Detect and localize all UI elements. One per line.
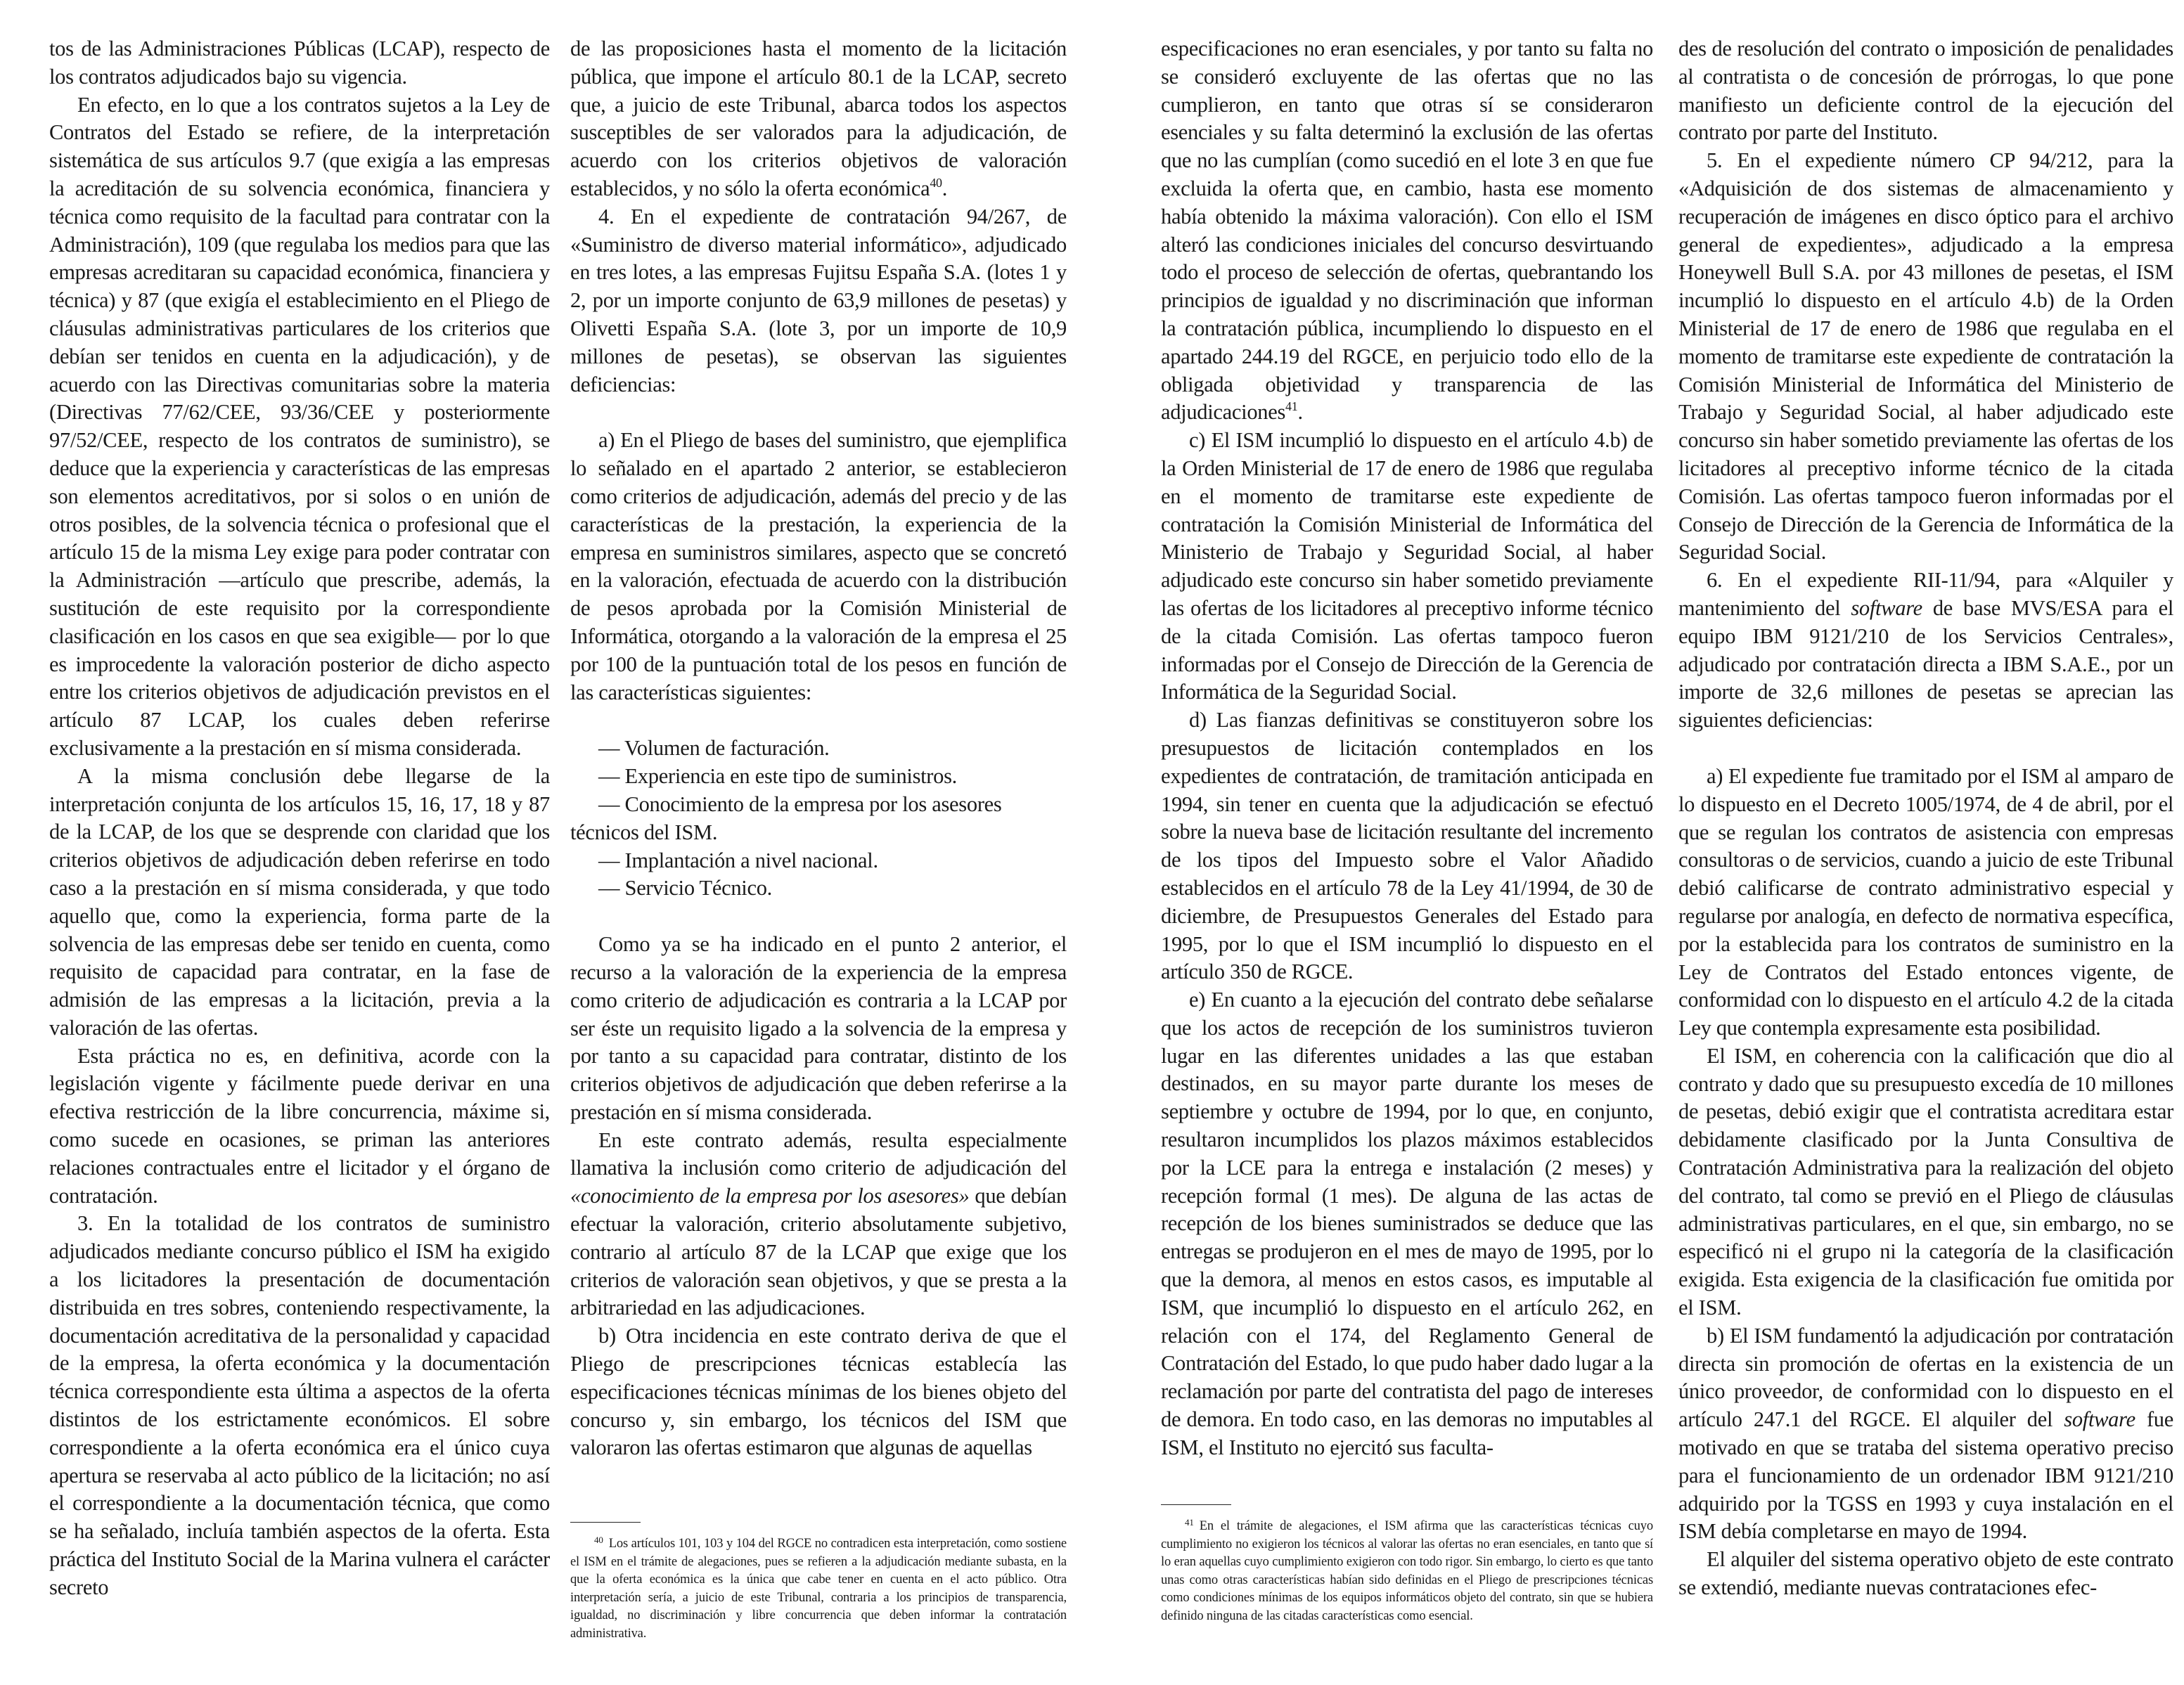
footnote-divider	[570, 1522, 641, 1523]
footnote-mark: 40	[594, 1535, 603, 1545]
footnote-ref: 40	[930, 175, 942, 190]
paragraph: a) En el Pliego de bases del suministro, que ejemplifica lo señalado en el apartado 2 anterior, se establecieron como criterios de adjudicación, además del precio y de las características de la prestación, la experiencia de la empresa en suministros similares, aspecto que se concretó en la valoración, efectuada de acuerdo con la distribución de pesos aprobada por la Comisión Ministerial de Informática, otorgando a la valoración de la empresa el 25 por 100 de la puntuación total de los pesos en función de las características siguientes:	[570, 428, 1067, 704]
paragraph: a) El expediente fue tramitado por el ISM al amparo de lo dispuesto en el Decreto 1005/1974, de 4 de abril, por el que se regulan los contratos de asistencia con empresas consultoras o de servicios, cuando a juicio de este Tribunal debió calificarse de contrato administrativo especial y regularse por analogía, en defecto de normativa específica, por la establecida para los contratos de suministro en la Ley de Contratos del Estado entonces vigente, de conformidad con lo dispuesto en el artículo 4.2 de la citada Ley que contempla expresamente esta posibilidad.	[1678, 763, 2173, 1040]
footnote-ref: 41	[1285, 399, 1298, 414]
emphasis-text: «conocimiento de la empresa por los asesores»	[570, 1184, 970, 1208]
emphasis-text: software	[1851, 595, 1922, 620]
paragraph: b) Otra incidencia en este contrato deriva de que el Pliego de prescripciones técnicas establecía las especificaciones técnicas mínimas de los bienes objeto del concurso y, sin embargo, los técnicos del ISM que valoraron las ofertas estimaron que algunas de aquellas	[570, 1324, 1067, 1460]
paragraph: d) Las fianzas definitivas se constituyeron sobre los presupuestos de licitación contemplados en los expedientes de contratación, de tramitación anticipada en 1994, sin tener en cuenta que la adjudicación se efectuó sobre la nueva base de licitación resultante del incremento de los tipos del Impuesto sobre el Valor Añadido establecidos en el artículo 78 de la Ley 41/1994, de 30 de diciembre, de Presupuestos Generales del Estado para 1995, por lo que el ISM incumplió lo dispuesto en el artículo 350 de RGCE.	[1161, 708, 1653, 984]
paragraph: c) El ISM incumplió lo dispuesto en el artículo 4.b) de la Orden Ministerial de 17 de enero de 1986 que regulaba en el momento de tramitarse este expediente de contratación la Comisión Ministerial de Informática del Ministerio de Trabajo y Seguridad Social, al haber adjudicado este concurso sin haber sometido previamente las ofertas de los licitadores al preceptivo informe técnico de la citada Comisión. Las ofertas tampoco fueron informadas por el Consejo de Dirección de la Gerencia de Informática de la Seguridad Social.	[1161, 428, 1653, 704]
list-item: — Implantación a nivel nacional.	[598, 848, 878, 872]
emphasis-text: software	[2064, 1407, 2135, 1432]
paragraph: 4. En el expediente de contratación 94/267, de «Suministro de diverso material informático», adjudicado en tres lotes, a las empresas Fujitsu España S.A. (lotes 1 y 2, por un importe conjunto de 63,9 millones de pesetas) y Olivetti España S.A. (lote 3, por un importe de 10,9 millones de pesetas), se observan las siguientes deficiencias:	[570, 204, 1067, 396]
paragraph: 3. En la totalidad de los contratos de suministro adjudicados mediante concurso público el ISM ha exigido a los licitadores la presentación de documentación distribuida en tres sobres, conteniendo respectivamente, la documentación acreditativa de la personalidad y capacidad de la empresa, la oferta económica y la documentación técnica correspondiente esta última a aspectos de la oferta distintos de los estrictamente económicos. El sobre correspondiente a la oferta económica era el único cuya apertura se reservaba al acto público de la licitación; no así el correspondiente a la documentación técnica, que como se ha señalado, incluía también aspectos de la oferta. Esta práctica del Instituto Social de la Marina vulnera el carácter secreto	[49, 1211, 550, 1599]
dash-list	[570, 735, 1067, 903]
right-page-column-2	[1678, 35, 2173, 1602]
paragraph-text: de base MVS/ESA para el equipo IBM 9121/210 de los Servicios Centrales», adjudicado por contratación directa a IBM S.A.E., por un importe de 32,6 millones de pesetas se aprecian las siguientes deficiencias:	[1678, 595, 2173, 732]
paragraph-end: .	[942, 176, 948, 200]
right-page	[1092, 0, 2184, 1685]
footnote-text: En el trámite de alegaciones, el ISM afirma que las características técnicas cuyo cumplimiento no exigieron los técnicos al valorar las ofertas no eran esenciales, en tanto que sí lo eran aquellas cuyo cumplimiento exigieron con todo rigor. Sin embargo, lo cierto es que tanto unas como otras características habían sido definidas en el Pliego de prescripciones técnicas como condiciones mínimas de los equipos informáticos objeto del contrato, sin que se hubiera definido ninguna de las citadas características como esencial.	[1161, 1519, 1653, 1623]
paragraph	[570, 35, 1067, 203]
list-item: — Volumen de facturación.	[598, 736, 830, 761]
list-item: — Experiencia en este tipo de suministros.	[598, 764, 958, 789]
paragraph: Como ya se ha indicado en el punto 2 anterior, el recurso a la valoración de la experiencia de la empresa como criterio de adjudicación es contraria a la LCAP por ser éste un requisito ligado a la solvencia de la empresa y por tanto a su capacidad para contratar, distinto de los criterios objetivos de adjudicación que deben referirse a la prestación en sí misma considerada.	[570, 932, 1067, 1124]
paragraph: En efecto, en lo que a los contratos sujetos a la Ley de Contratos del Estado se refiere, de la interpretación sistemática de sus artículos 9.7 (que exigía a las empresas la acreditación de su solvencia económica, financiera y técnica como requisito de la facultad para contratar con la Administración), 109 (que regulaba los medios para que las empresas acreditaran su capacidad económica, financiera y técnica) y 87 (que exigía el establecimiento en el Pliego de cláusulas administrativas particulares de los criterios que debían ser tenidos en cuenta en la adjudicación), y de acuerdo con las Directivas comunitarias sobre la materia (Directivas 77/62/CEE, 93/36/CEE y posteriormente 97/52/CEE, respecto de los contratos de suministro), se deduce que la experiencia y características de las empresas son elementos acreditativos, por si solos o en unión de otros posibles, de la solvencia técnica o profesional que el artículo 15 de la misma Ley exige para poder contratar con la Administración —artículo que prescribe, además, la sustitución de este requisito por la correspondiente clasificación en los casos en que sea exigible— por lo que es improcedente la valoración posterior de dicho aspecto entre los criterios objetivos de adjudicación previstos en el artículo 87 LCAP, los cuales deben referirse exclusivamente a la prestación en sí misma considerada.	[49, 92, 550, 760]
paragraph	[1161, 35, 1653, 427]
footnote-text: Los artículos 101, 103 y 104 del RGCE no contradicen esta interpretación, como sostiene el ISM en el trámite de alegaciones, pues se refieren a la adjudicación mediante subasta, en la que la oferta económica es la única que cabe tener en cuenta en el acto público. Otra interpretación sería, a juicio de este Tribunal, contraria a los principios de transparencia, igualdad, no discriminación y libre concurrencia que deben informar la contratación administrativa.	[570, 1537, 1067, 1641]
paragraph: A la misma conclusión debe llegarse de la interpretación conjunta de los artículos 15, 16, 17, 18 y 87 de la LCAP, de los que se desprende con claridad que los criterios objetivos de adjudicación deben referirse en todo caso a la prestación en sí misma considerada, y que todo aquello que, como la experiencia, forma parte de la solvencia de las empresas debe ser tenido en cuenta, como requisito de capacidad para contratar, en la fase de admisión de las empresas a la licitación, previa a la valoración de las ofertas.	[49, 763, 550, 1040]
paragraph: El alquiler del sistema operativo objeto de este contrato se extendió, mediante nuevas contrataciones efec-	[1678, 1547, 2173, 1600]
footnote-mark: 41	[1185, 1517, 1194, 1528]
paragraph-text: b) El ISM fundamentó la adjudicación por contratación directa sin promoción de ofertas en la existencia de un único proveedor, de conformidad con lo dispuesto en el artículo 247.1 del RGCE. El alquiler del	[1678, 1323, 2173, 1432]
footnote	[1161, 1513, 1653, 1625]
paragraph-end: .	[1297, 400, 1303, 425]
footnote	[570, 1531, 1067, 1643]
paragraph: e) En cuanto a la ejecución del contrato debe señalarse que los actos de recepción de los suministros tuvieron lugar en las diferentes unidades a las que estaban destinados, en su mayor parte durante los meses de septiembre y octubre de 1994, por lo que, en conjunto, resultaron incumplidos los plazos máximos establecidos por la LCE para la entrega e instalación (2 meses) y recepción formal (1 mes). De alguna de las actas de recepción de los bienes suministrados se deduce que las entregas se produjeron en el mes de mayo de 1995, por lo que la demora, al menos en estos casos, es imputable al ISM, que incumplió lo dispuesto en el artículo 262, en relación con el 174, del Reglamento General de Contratación del Estado, lo que pudo haber dado lugar a la reclamación por parte del contratista del pago de intereses de demora. En todo caso, en las demoras no imputables al ISM, el Instituto no ejercitó sus faculta-	[1161, 988, 1653, 1459]
paragraph: des de resolución del contrato o imposición de penalidades al contratista o de concesión de prórrogas, lo que pone manifiesto un deficiente control de la ejecución del contrato por parte del Instituto.	[1678, 37, 2173, 145]
list-item: — Conocimiento de la empresa por los asesores técnicos del ISM.	[570, 792, 1002, 844]
paragraph-text: En este contrato además, resulta especialmente llamativa la inclusión como criterio de adjudicación del	[570, 1128, 1067, 1180]
paragraph-text: 6. En el expediente RII-11/94, para «Alquiler y mantenimiento del	[1678, 568, 2173, 620]
footnote-block	[570, 1522, 1067, 1643]
paragraph	[1678, 567, 2173, 735]
footnote-block	[1161, 1504, 1653, 1625]
left-page-column-2	[570, 35, 1067, 1462]
paragraph-text: especificaciones no eran esenciales, y por tanto su falta no se consideró excluyente de las ofertas que no las cumplieron, en tanto que otras sí se consideraron esenciales y su falta determinó la exclusión de las ofertas que no las cumplían (como sucedió en el lote 3 en que fue excluida la oferta que, en cambio, hasta ese momento había obtenido la máxima valoración). Con ello el ISM alteró las condiciones iniciales del concurso desvirtuando todo el proceso de selección de ofertas, quebrantando los principios de igualdad y no discriminación que informan la contratación pública, incumpliendo lo dispuesto en el apartado 244.19 del RGCE, en perjuicio todo ello de la obligada objetividad y transparencia de las adjudicaciones	[1161, 37, 1653, 425]
right-page-column-1	[1161, 35, 1653, 1462]
list-item: — Servicio Técnico.	[598, 876, 772, 900]
footnote-divider	[1161, 1504, 1231, 1505]
paragraph: 5. En el expediente número CP 94/212, para la «Adquisición de dos sistemas de almacenamiento y recuperación de imágenes en disco óptico para el archivo general de expedientes», adjudicado a la empresa Honeywell Bull S.A. por 43 millones de pesetas, el ISM incumplió lo dispuesto en el artículo 4.b) de la Orden Ministerial de 17 de enero de 1986 que regulaba en el momento de tramitarse este expediente de contratación la Comisión Ministerial de Informática del Ministerio de Trabajo y Seguridad Social, al haber adjudicado este concurso sin haber sometido previamente las ofertas de los licitadores al preceptivo informe técnico de la citada Comisión. Las ofertas tampoco fueron informadas por el Consejo de Dirección de la Gerencia de Informática de la Seguridad Social.	[1678, 148, 2173, 564]
paragraph-text: de las proposiciones hasta el momento de la licitación pública, que impone el artículo 80.1 de la LCAP, secreto que, a juicio de este Tribunal, abarca todos los aspectos susceptibles de ser valorados para la adjudicación, de acuerdo con los criterios objetivos de valoración establecidos, y no sólo la oferta económica	[570, 37, 1067, 200]
paragraph	[1678, 1322, 2173, 1546]
paragraph	[570, 1127, 1067, 1323]
paragraph: Esta práctica no es, en definitiva, acorde con la legislación vigente y fácilmente puede derivar en una efectiva restricción de la libre concurrencia, máxime si, como sucede en ocasiones, se priman las anteriores relaciones contractuales entre el licitador y el órgano de contratación.	[49, 1043, 550, 1208]
paragraph-text: fue motivado en que se trataba del sistema operativo preciso para el funcionamiento de un ordenador IBM 9121/210 adquirido por la TGSS en 1993 y cuya instalación en el ISM debía completarse en mayo de 1994.	[1678, 1407, 2173, 1544]
paragraph-text: que debían efectuar la valoración, criterio absolutamente subjetivo, contrario al artículo 87 de la LCAP que exige que los criterios de valoración sean objetivos, y que se presta a la arbitrariedad en las adjudicaciones.	[570, 1184, 1067, 1320]
paragraph: tos de las Administraciones Públicas (LCAP), respecto de los contratos adjudicados bajo su vigencia.	[49, 37, 550, 89]
paragraph: El ISM, en coherencia con la calificación que dio al contrato y dado que su presupuesto excedía de 10 millones de pesetas, debió exigir que el contratista acreditara estar debidamente clasificado por la Junta Consultiva de Contratación Administrativa para la realización del objeto del contrato, tal como se previó en el Pliego de cláusulas administrativas particulares, en el que, sin embargo, no se especificó ni el grupo ni la categoría de la clasificación exigida. Esta exigencia de la clasificación fue omitida por el ISM.	[1678, 1043, 2173, 1320]
left-page-column-1	[49, 35, 550, 1602]
